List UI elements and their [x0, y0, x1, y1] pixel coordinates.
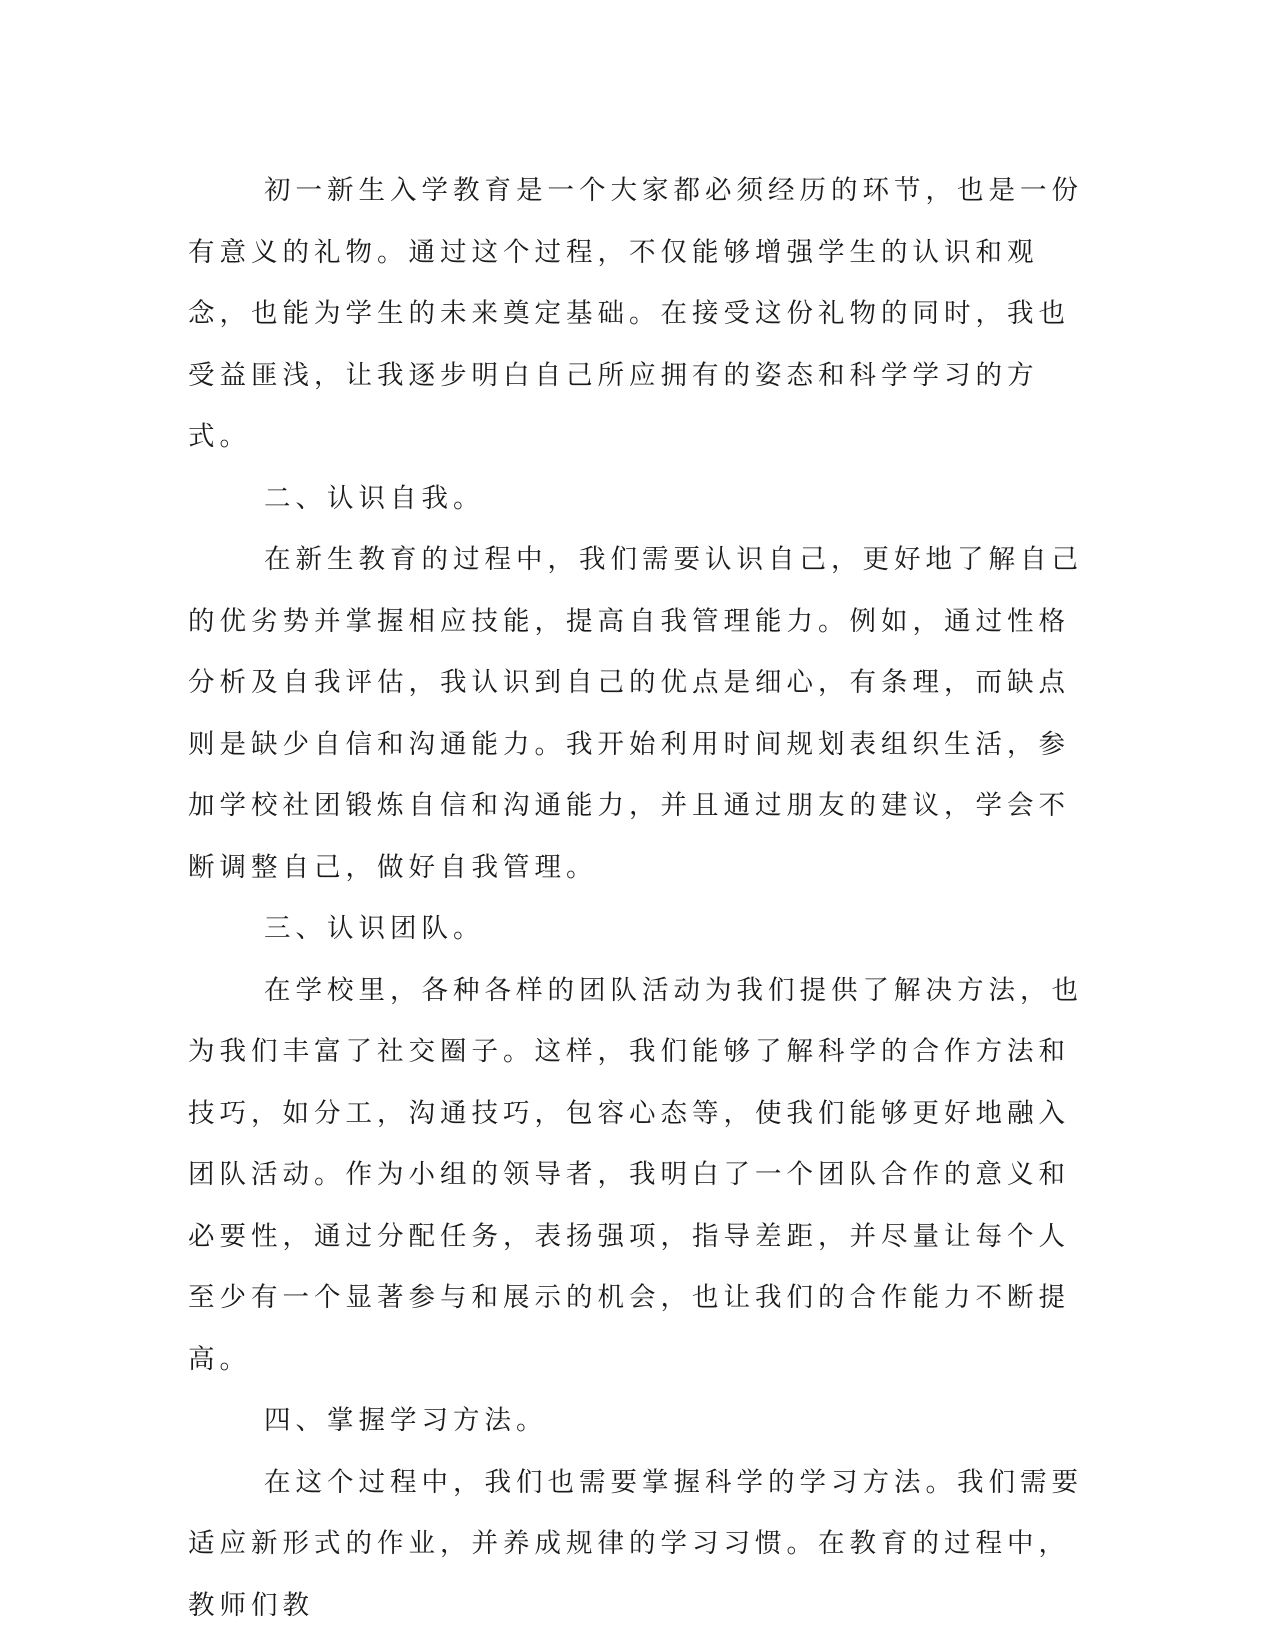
document-body [188, 160, 1088, 1636]
paragraph-study: 在这个过程中，我们也需要掌握科学的学习方法。我们需要适应新形式的作业，并养成规律的学习习惯。在教育的过程中，教师们教 [188, 1466, 1083, 1621]
section-heading-team: 三、认识团队。 [264, 913, 485, 944]
paragraph-team: 在学校里，各种各样的团队活动为我们提供了解决方法，也为我们丰富了社交圈子。这样，我们能够了解科学的合作方法和技巧，如分工，沟通技巧，包容心态等，使我们能够更好地融入团队活动。作为小组的领导者，我明白了一个团队合作的意义和必要性，通过分配任务，表扬强项，指导差距，并尽量让每个人至少有一个显著参与和展示的机会，也让我们的合作能力不断提高。 [188, 974, 1083, 1375]
section-heading-self: 二、认识自我。 [264, 482, 485, 514]
paragraph-self: 在新生教育的过程中，我们需要认识自己，更好地了解自己的优劣势并掌握相应技能，提高自我管理能力。例如，通过性格分析及自我评估，我认识到自己的优点是细心，有条理，而缺点则是缺少自信和沟通能力。我开始利用时间规划表组织生活，参加学校社团锻炼自信和沟通能力，并且通过朋友的建议，学会不断调整自己，做好自我管理。 [188, 544, 1083, 883]
paragraph-intro: 初一新生入学教育是一个大家都必须经历的环节，也是一份有意义的礼物。通过这个过程，不仅能够增强学生的认识和观念，也能为学生的未来奠定基础。在接受这份礼物的同时，我也受益匪浅，让我逐步明白自己所应拥有的姿态和科学学习的方式。 [188, 175, 1083, 452]
section-heading-study: 四、掌握学习方法。 [264, 1405, 548, 1436]
